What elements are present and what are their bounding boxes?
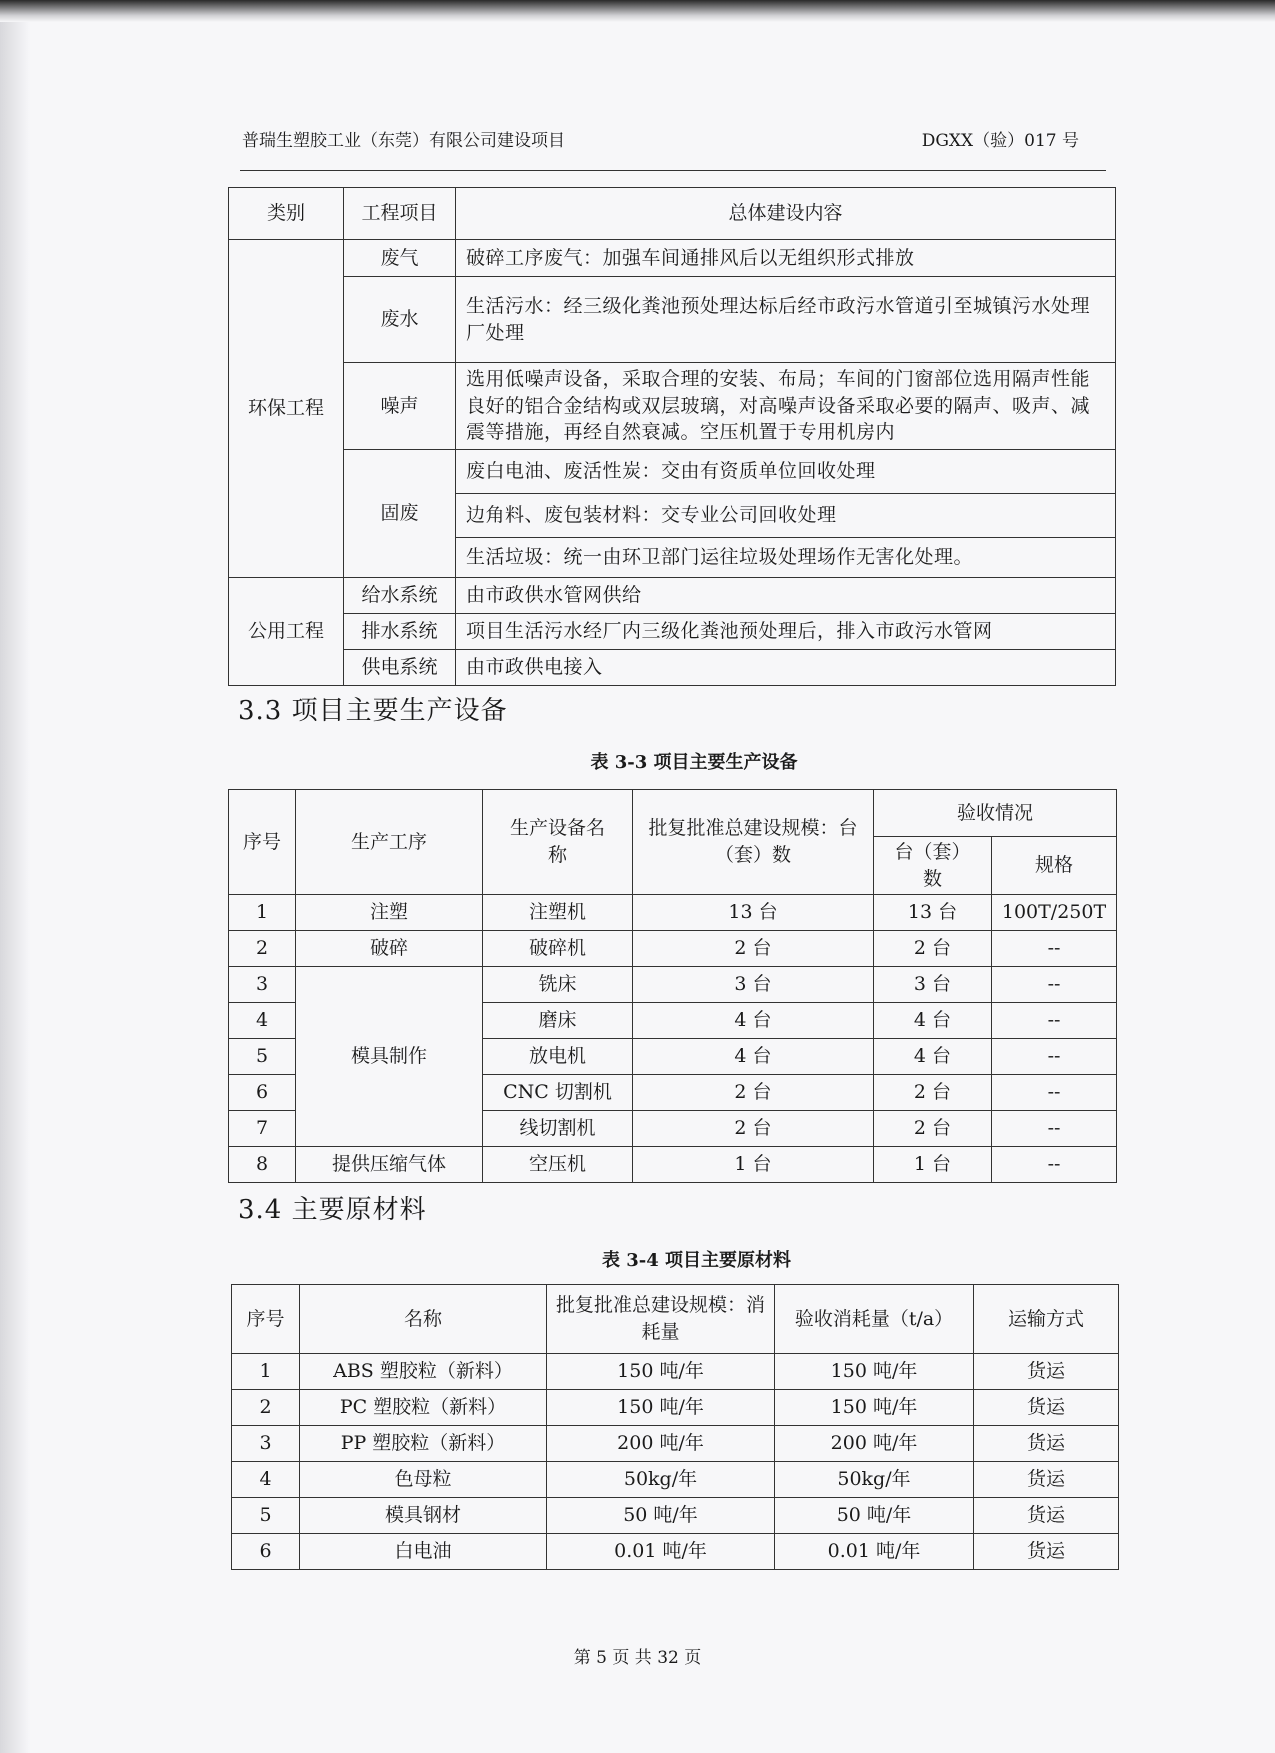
table-cell: 货运 — [974, 1498, 1119, 1534]
table-cell: 2 台 — [874, 1111, 992, 1147]
table-cell: -- — [992, 931, 1117, 967]
item-cell: 噪声 — [344, 363, 456, 450]
table-cell: 放电机 — [483, 1039, 633, 1075]
column-header: 运输方式 — [974, 1285, 1119, 1354]
table-cell: 磨床 — [483, 1003, 633, 1039]
table-cell: 50kg/年 — [775, 1462, 974, 1498]
column-header: 类别 — [229, 188, 344, 240]
column-header: 序号 — [229, 790, 296, 895]
content-cell: 破碎工序废气：加强车间通排风后以无组织形式排放 — [456, 240, 1116, 277]
table-cell: 色母粒 — [300, 1462, 547, 1498]
table-cell: 4 台 — [633, 1039, 874, 1075]
table-cell: 150 吨/年 — [775, 1390, 974, 1426]
table-cell: 模具钢材 — [300, 1498, 547, 1534]
table-cell: 8 — [229, 1147, 296, 1183]
table-cell: 货运 — [974, 1426, 1119, 1462]
table-cell: 4 台 — [874, 1039, 992, 1075]
column-header: 验收情况 — [874, 790, 1117, 837]
content-cell: 边角料、废包装材料：交专业公司回收处理 — [456, 494, 1116, 538]
table-cell: 1 — [229, 895, 296, 931]
table-cell: ABS 塑胶粒（新料） — [300, 1354, 547, 1390]
table-cell: -- — [992, 1003, 1117, 1039]
column-header: 验收消耗量（t/a） — [775, 1285, 974, 1354]
content-cell: 由市政供电接入 — [456, 650, 1116, 686]
column-header: 规格 — [992, 837, 1117, 895]
table-cell: 货运 — [974, 1462, 1119, 1498]
content-cell: 生活污水：经三级化粪池预处理达标后经市政污水管道引至城镇污水处理厂处理 — [456, 277, 1116, 363]
category-cell: 公用工程 — [229, 578, 344, 686]
content-cell: 选用低噪声设备，采取合理的安装、布局；车间的门窗部位选用隔声性能良好的铝合金结构或双层玻璃，对高噪声设备采取必要的隔声、吸声、减震等措施，再经自然衰减。空压机置于专用机房内 — [456, 363, 1116, 450]
table-cell: -- — [992, 1147, 1117, 1183]
table-cell: PC 塑胶粒（新料） — [300, 1390, 547, 1426]
page-number: 第 5 页 共 32 页 — [573, 1648, 702, 1668]
column-header: 总体建设内容 — [456, 188, 1116, 240]
table-cell: 3 台 — [633, 967, 874, 1003]
content-cell: 生活垃圾：统一由环卫部门运往垃圾处理场作无害化处理。 — [456, 538, 1116, 578]
table-cell: 200 吨/年 — [547, 1426, 775, 1462]
table-cell: 50 吨/年 — [547, 1498, 775, 1534]
table-cell: 13 台 — [874, 895, 992, 931]
table-cell: 货运 — [974, 1390, 1119, 1426]
table-cell: 空压机 — [483, 1147, 633, 1183]
table-cell: 100T/250T — [992, 895, 1117, 931]
column-header: 批复批准总建设规模：消耗量 — [547, 1285, 775, 1354]
table-cell: 1 台 — [874, 1147, 992, 1183]
column-header: 工程项目 — [344, 188, 456, 240]
table-cell: 0.01 吨/年 — [775, 1534, 974, 1570]
table-cell: 注塑机 — [483, 895, 633, 931]
item-cell: 排水系统 — [344, 614, 456, 650]
raw-materials-table — [231, 1284, 1119, 1570]
table-cell: 货运 — [974, 1354, 1119, 1390]
table-cell: 白电油 — [300, 1534, 547, 1570]
table-cell: PP 塑胶粒（新料） — [300, 1426, 547, 1462]
table-cell: 线切割机 — [483, 1111, 633, 1147]
table-cell: 3 — [229, 967, 296, 1003]
content-cell: 废白电油、废活性炭：交由有资质单位回收处理 — [456, 450, 1116, 494]
header-project: 普瑞生塑胶工业（东莞）有限公司建设项目 — [242, 131, 565, 151]
table-cell: -- — [992, 1075, 1117, 1111]
table-cell: -- — [992, 1111, 1117, 1147]
table-cell: 注塑 — [296, 895, 483, 931]
table-cell: -- — [992, 1039, 1117, 1075]
table-cell: 提供压缩气体 — [296, 1147, 483, 1183]
table-cell: 5 — [232, 1498, 300, 1534]
table-cell: 2 台 — [874, 1075, 992, 1111]
table-cell: 破碎机 — [483, 931, 633, 967]
table-cell: 2 台 — [633, 1111, 874, 1147]
item-cell: 供电系统 — [344, 650, 456, 686]
table-cell: 0.01 吨/年 — [547, 1534, 775, 1570]
table-cell: 破碎 — [296, 931, 483, 967]
column-header: 名称 — [300, 1285, 547, 1354]
column-header: 生产设备名称 — [483, 790, 633, 895]
item-cell: 废水 — [344, 277, 456, 363]
table-cell: 2 — [232, 1390, 300, 1426]
table-cell: 150 吨/年 — [775, 1354, 974, 1390]
table-cell: 50kg/年 — [547, 1462, 775, 1498]
column-header: 台（套）数 — [874, 837, 992, 895]
table-cell: 1 台 — [633, 1147, 874, 1183]
table-cell: 3 — [232, 1426, 300, 1462]
table-cell: -- — [992, 967, 1117, 1003]
equipment-table — [228, 789, 1117, 1183]
table-cell: 4 — [232, 1462, 300, 1498]
table-cell: 150 吨/年 — [547, 1354, 775, 1390]
table-cell: 货运 — [974, 1534, 1119, 1570]
table-cell: 模具制作 — [296, 967, 483, 1147]
table-caption: 表 3-4 项目主要原材料 — [601, 1250, 792, 1271]
table-cell: 150 吨/年 — [547, 1390, 775, 1426]
item-cell: 固废 — [344, 450, 456, 578]
table-cell: 4 — [229, 1003, 296, 1039]
column-header: 序号 — [232, 1285, 300, 1354]
item-cell: 给水系统 — [344, 578, 456, 614]
table-cell: CNC 切割机 — [483, 1075, 633, 1111]
column-header: 生产工序 — [296, 790, 483, 895]
section-heading: 3.3 项目主要生产设备 — [238, 696, 508, 726]
table-caption: 表 3-3 项目主要生产设备 — [590, 752, 798, 773]
table-cell: 铣床 — [483, 967, 633, 1003]
table-cell: 2 台 — [633, 1075, 874, 1111]
table-cell: 2 台 — [874, 931, 992, 967]
header-doc-number: DGXX（验）017 号 — [921, 131, 1079, 151]
table-cell: 1 — [232, 1354, 300, 1390]
content-cell: 由市政供水管网供给 — [456, 578, 1116, 614]
section-heading: 3.4 主要原材料 — [238, 1195, 427, 1225]
table-cell: 2 台 — [633, 931, 874, 967]
table-cell: 4 台 — [874, 1003, 992, 1039]
table-cell: 13 台 — [633, 895, 874, 931]
table-cell: 200 吨/年 — [775, 1426, 974, 1462]
column-header: 批复批准总建设规模：台（套）数 — [633, 790, 874, 895]
item-cell: 废气 — [344, 240, 456, 277]
table-cell: 5 — [229, 1039, 296, 1075]
category-cell: 环保工程 — [229, 240, 344, 578]
table-cell: 6 — [232, 1534, 300, 1570]
table-cell: 3 台 — [874, 967, 992, 1003]
table-cell: 7 — [229, 1111, 296, 1147]
table-cell: 4 台 — [633, 1003, 874, 1039]
header-divider — [240, 170, 1106, 171]
construction-content-table — [228, 187, 1116, 686]
content-cell: 项目生活污水经厂内三级化粪池预处理后，排入市政污水管网 — [456, 614, 1116, 650]
table-cell: 50 吨/年 — [775, 1498, 974, 1534]
table-cell: 6 — [229, 1075, 296, 1111]
table-cell: 2 — [229, 931, 296, 967]
